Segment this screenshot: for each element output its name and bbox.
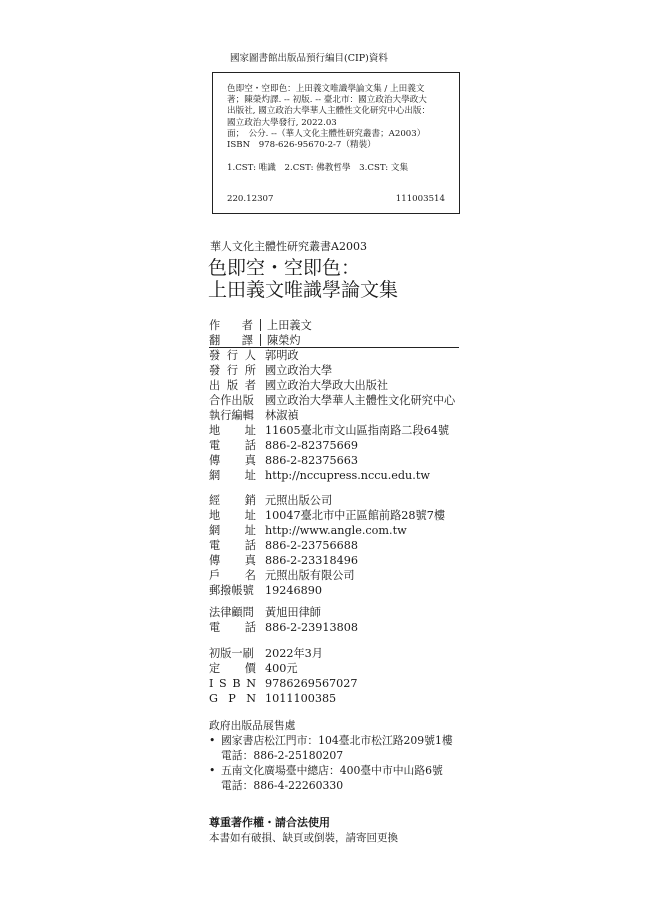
- field-label-char: 電: [209, 621, 221, 634]
- field-label: [209, 453, 256, 468]
- field-label-char: 網: [209, 469, 221, 482]
- field-value: 元照出版公司: [265, 494, 333, 507]
- field-label: [209, 423, 256, 438]
- field-label-char: 郵撥帳號: [209, 584, 254, 597]
- edition-info: [209, 646, 358, 706]
- field-label-char: 法律顧問: [209, 606, 254, 619]
- field-value: 886-2-23318496: [265, 554, 358, 567]
- outlet-line: [209, 748, 453, 763]
- info-row: [209, 620, 358, 635]
- publisher-info: [209, 348, 455, 483]
- field-label: [209, 691, 256, 706]
- field-label-char: 址: [244, 424, 256, 437]
- info-row: [209, 523, 445, 538]
- field-label-char: 發: [209, 349, 221, 362]
- info-row: [209, 605, 358, 620]
- copyright-notice-title: 尊重著作權・請合法使用: [209, 816, 330, 829]
- info-row: [209, 378, 455, 393]
- field-label-char: I: [209, 677, 214, 690]
- outlet-text: 電話：886-4-22260330: [221, 779, 344, 792]
- field-label-char: B: [232, 677, 241, 690]
- field-label: [209, 393, 256, 408]
- credit-separator: [260, 334, 261, 346]
- info-row: [209, 393, 455, 408]
- field-label: [209, 676, 256, 691]
- field-label-char: S: [219, 677, 227, 690]
- bullet-icon: •: [209, 734, 216, 747]
- field-label-char: 電: [209, 539, 221, 552]
- field-label-char: 址: [244, 469, 256, 482]
- field-label: [209, 620, 256, 635]
- field-label-char: 執行編輯: [209, 409, 254, 422]
- cip-record-number: 111003514: [395, 194, 445, 204]
- credit-separator: [260, 319, 261, 331]
- field-value: 2022年3月: [265, 647, 323, 660]
- field-label-char: 電: [209, 439, 221, 452]
- info-row: [209, 646, 358, 661]
- field-label-char: 地: [209, 509, 221, 522]
- field-label-char: 話: [244, 439, 256, 452]
- field-label-char: 版: [226, 379, 239, 392]
- field-value: 10047臺北市中正區館前路28號7樓: [265, 509, 446, 522]
- field-label-char: 合作出版: [209, 394, 254, 407]
- info-row: [209, 583, 445, 598]
- field-label-char: N: [246, 677, 256, 690]
- field-label-char: 傳: [209, 454, 221, 467]
- field-value: http://www.angle.com.tw: [265, 524, 407, 537]
- info-row: [209, 453, 455, 468]
- info-row: [209, 423, 455, 438]
- field-label-char: 戶: [209, 569, 221, 582]
- book-title-line: 色即空・空即色：: [208, 257, 361, 279]
- field-value: 元照出版有限公司: [265, 569, 355, 582]
- outlet-line: [209, 763, 453, 778]
- field-value: 886-2-23756688: [265, 539, 358, 552]
- field-label: [209, 538, 256, 553]
- field-label-char: 真: [244, 554, 256, 567]
- field-label: [209, 493, 256, 508]
- field-label-char: 者: [241, 319, 253, 332]
- outlet-text: 電話：886-2-25180207: [221, 749, 344, 762]
- field-label-char: 初版一刷: [209, 647, 254, 660]
- field-label: [209, 333, 253, 348]
- field-label-char: 傳: [209, 554, 221, 567]
- info-row: [209, 468, 455, 483]
- field-label: [209, 605, 256, 620]
- credit-row: [209, 318, 312, 333]
- field-value: 黃旭田律師: [265, 606, 321, 619]
- bullet-icon: [209, 748, 221, 763]
- field-label-char: 址: [244, 524, 256, 537]
- cip-line: 國立政治大學發行, 2022.03: [227, 117, 337, 128]
- field-value: 國立政治大學政大出版社: [265, 379, 389, 392]
- cip-subjects: 1.CST: 唯識 2.CST: 佛教哲學 3.CST: 文集: [227, 163, 409, 174]
- field-label-char: 銷: [244, 494, 256, 507]
- field-label: [209, 523, 256, 538]
- cip-line: 著；陳榮灼譯. -- 初版. -- 臺北市：國立政治大學政大: [227, 95, 427, 106]
- field-label: [209, 318, 253, 333]
- field-label-char: 者: [244, 379, 256, 392]
- credits-block: [209, 318, 312, 348]
- cip-classification: 220.12307: [227, 194, 274, 204]
- info-row: [209, 568, 445, 583]
- field-label-char: 話: [244, 539, 256, 552]
- field-value: 林淑禎: [265, 409, 299, 422]
- field-label-char: 行: [226, 349, 239, 362]
- series-name: 華人文化主體性研究叢書A2003: [210, 240, 367, 253]
- field-label-char: 真: [244, 454, 256, 467]
- field-label-char: 地: [209, 424, 221, 437]
- credit-value: 上田義文: [267, 319, 312, 332]
- field-label: [209, 646, 256, 661]
- book-title: [208, 257, 398, 301]
- outlets-list: [209, 733, 453, 793]
- info-row: [209, 661, 358, 676]
- field-label: [209, 661, 256, 676]
- outlets-heading: 政府出版品展售處: [209, 719, 296, 732]
- field-label-char: 定: [209, 662, 221, 675]
- field-value: 9786269567027: [265, 677, 358, 690]
- field-label-char: 所: [244, 364, 256, 377]
- field-label-char: G: [209, 692, 218, 705]
- credit-row: [209, 333, 312, 348]
- field-value: 11605臺北市文山區指南路二段64號: [265, 424, 450, 437]
- field-value: 國立政治大學: [265, 364, 333, 377]
- info-row: [209, 691, 358, 706]
- field-label-char: 翻: [209, 334, 221, 347]
- field-value: 19246890: [265, 584, 322, 597]
- info-row: [209, 408, 455, 423]
- bullet-icon: •: [209, 764, 216, 777]
- field-label-char: 行: [226, 364, 239, 377]
- field-label-char: 人: [244, 349, 256, 362]
- outlet-text: 五南文化廣場臺中總店：400臺中市中山路6號: [221, 764, 443, 777]
- info-row: [209, 508, 445, 523]
- outlet-line: [209, 733, 453, 748]
- book-title-line: 上田義文唯識學論文集: [208, 279, 399, 301]
- field-label-char: 址: [244, 509, 256, 522]
- field-label-char: N: [246, 692, 256, 705]
- outlet-text: 國家書店松江門市：104臺北市松江路209號1樓: [221, 734, 453, 747]
- field-label: [209, 568, 256, 583]
- copyright-notice-text: 本書如有破損、缺頁或倒裝，請寄回更換: [209, 832, 398, 844]
- field-label-char: 話: [244, 621, 256, 634]
- cip-line: ISBN 978-626-95670-2-7（精裝）: [227, 139, 376, 150]
- field-label-char: 網: [209, 524, 221, 537]
- field-label-char: 譯: [241, 334, 253, 347]
- distribution-info: [209, 493, 445, 598]
- bullet-icon: [209, 778, 221, 793]
- field-label: [209, 363, 256, 378]
- field-label: [209, 583, 256, 598]
- field-value: 1011100385: [265, 692, 337, 705]
- info-row: [209, 553, 445, 568]
- field-label-char: 發: [209, 364, 221, 377]
- cip-line: 出版社, 國立政治大學華人主體性文化研究中心出版：: [227, 106, 431, 117]
- field-label: [209, 348, 256, 363]
- field-label: [209, 553, 256, 568]
- field-label-char: P: [228, 692, 236, 705]
- info-row: [209, 538, 445, 553]
- field-value: 886-2-82375663: [265, 454, 358, 467]
- info-row: [209, 493, 445, 508]
- cip-line: 色即空・空即色：上田義文唯識學論文集 / 上田義文: [227, 84, 425, 94]
- info-row: [209, 363, 455, 378]
- legal-info: [209, 605, 358, 635]
- field-label-char: 名: [244, 569, 256, 582]
- info-row: [209, 676, 358, 691]
- cip-heading: 國家圖書館出版品預行編目(CIP)資料: [230, 53, 388, 64]
- field-label: [209, 508, 256, 523]
- field-label: [209, 438, 256, 453]
- field-label-char: 經: [209, 494, 221, 507]
- field-label-char: 出: [209, 379, 221, 392]
- field-value: 郭明政: [265, 349, 299, 362]
- field-label: [209, 468, 256, 483]
- info-row: [209, 438, 455, 453]
- field-label-char: 作: [209, 319, 221, 332]
- info-row: [209, 348, 455, 363]
- field-label-char: 價: [244, 662, 256, 675]
- cip-record-box: [212, 72, 460, 214]
- cip-line: 面； 公分. --（華人文化主體性研究叢書；A2003）: [227, 128, 426, 139]
- field-value: 886-2-23913808: [265, 621, 358, 634]
- field-label: [209, 378, 256, 393]
- outlet-line: [209, 778, 453, 793]
- credit-value: 陳榮灼: [267, 334, 301, 347]
- field-label: [209, 408, 256, 423]
- field-value: http://nccupress.nccu.edu.tw: [265, 469, 430, 482]
- field-value: 400元: [265, 662, 298, 675]
- field-value: 886-2-82375669: [265, 439, 358, 452]
- field-value: 國立政治大學華人主體性文化研究中心: [265, 394, 456, 407]
